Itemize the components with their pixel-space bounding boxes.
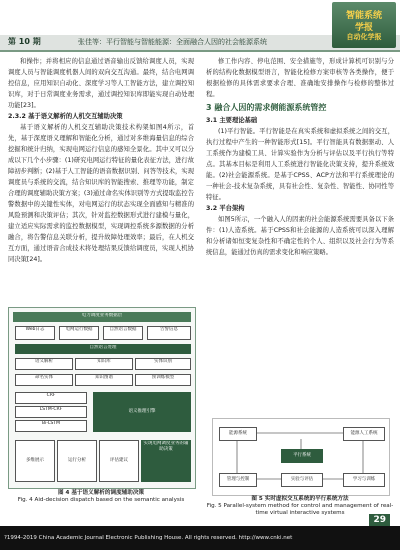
- model-box: LSTM-CRF: [15, 406, 87, 418]
- figure-5-caption: [206, 496, 394, 517]
- node-experiment: 实验与评估: [281, 473, 323, 487]
- node-management: 管理与控制: [219, 473, 257, 487]
- journal-logo: [332, 2, 396, 48]
- train-box: 命名实体: [15, 374, 73, 386]
- section-heading: 3 融合人因的需求侧能源系统管控: [206, 103, 327, 112]
- node-artificial-system: 能源人工系统: [343, 427, 385, 441]
- issue-number: 第 10 期: [8, 37, 41, 46]
- paragraph: 如图5所示，一个融入人的因素的社会能源系统需要具备以下条件：(1)人造系统。基于CPSS和社会能源的人造系统可以深入理解和分析诸如恒变复杂性和不确定性的个人、组织以及社会行为等系统信息，能通过仿真的需求变化和响应策略。: [206, 216, 394, 256]
- page-number: 29: [369, 514, 390, 526]
- model-box: Bi-LSTM: [15, 420, 87, 432]
- figure-4-diagram: [8, 307, 196, 489]
- source-box: 告警信息: [147, 326, 191, 340]
- subsection-heading: 3.1 主要理论基础: [206, 117, 258, 124]
- data-layer-band: 电力调度业务数据层: [13, 312, 191, 322]
- figure-4-caption: [8, 490, 194, 504]
- left-column: [8, 56, 194, 265]
- logo-line-2: 学报: [354, 23, 373, 33]
- caption-en: Fig. 5 Parallel-system method for control and management of real-time virtual interactive systems: [206, 503, 394, 516]
- section-heading: 2.3.2 基于语义解析的人机交互辅助决策: [8, 113, 123, 120]
- caption-en: Fig. 4 Aid-decision dispatch based on the semantic analysis: [17, 497, 185, 503]
- parse-box: 实体识别: [135, 358, 191, 370]
- node-energy-system: 能源系统: [219, 427, 257, 441]
- subsection-heading: 3.2 平台架构: [206, 205, 245, 212]
- page-header: [0, 0, 400, 50]
- logo-line-1: 智能系统: [345, 11, 382, 21]
- output-box: 多维展示: [15, 440, 55, 482]
- output-box: 实现电网调度业务的辅助决策: [141, 440, 191, 482]
- figure-5-diagram: [212, 418, 390, 496]
- output-box: 运行分析: [57, 440, 97, 482]
- reasoning-engine-box: 语义推理引擎: [93, 392, 191, 432]
- train-box: 预训练模型: [135, 374, 191, 386]
- running-title: 张佳等：平行智能与智能能源：全面融合人因的社会能源系统: [78, 38, 267, 46]
- paragraph: 基于语义解析的人机交互辅助决策技术构架如图4所示，首先，基于深度语义理解和智能化分析，通过对多维海量信息的综合挖掘和统计归纳，实现电网运行信息的感知全景化。其中又可以分成以下几个小步骤：(1)研究电网运行特征的量化表征方法，进行故障初步判断；(2)基于人工智能的语音数据识别、问答等技术，实现调度员与系统的交流，结合知识库的智能搜索、推理等功能，制定合理的调度辅助决策方案；(3)通过命名实体识别等方式提取监控告警数据中的关键性实体，对电网运行的状态实现全面感知与精准的风险预测和决策评估；其次，针对监控数据形式进行建模与量化，建立适应实际需求的监控数据模型，实现调控系统多源数据的分析融合，将告警信息关联分析，提升故障处理效率；最后，在人机交互方面，通过语音合成技术将处理结果反馈给调度员，实现人机协同决策[24]。: [8, 124, 194, 263]
- node-learning: 学习与训练: [343, 473, 385, 487]
- output-box: 评估建议: [99, 440, 139, 482]
- source-box: 自然语言数据: [103, 326, 143, 340]
- node-parallel-system: 平行系统: [281, 449, 323, 463]
- header-rule: [0, 50, 400, 52]
- paragraph: (1)平行智能。平行智能是在真实系统和虚拟系统之间的交互，执行过程中产生的一种智能形式[15]。平行智能具有数据驱动、人工系统作为建模工具、计算实验作为分析与评估以及平行执行等特点。其基本目标是利用人工系统进行智能化决策支持，提升系统效能。(2)社会能源系统。是基于CPSS、ACP方法和平行系统理论的一种社会-技术复杂系统，具有社会性、复杂性、智能性、协同性等特征。: [206, 128, 394, 201]
- train-box: 知识图谱: [75, 374, 133, 386]
- copyright-text: ?1994-2019 China Academic Journal Electronic Publishing House. All rights reserved. http://www.cnki.net: [4, 535, 293, 541]
- caption-cn: 图 5 实时虚拟交互系统的平行系统方法: [251, 496, 349, 502]
- source-box: Web日志: [15, 326, 55, 340]
- parse-box: 语义解析: [15, 358, 73, 370]
- paragraph: 和操作；并将相应的信息通过语音输出反馈给调度人员，实现调度人员与智能调度机器人间的双向交互沟通。最终，结合电网调控信息，应用知识自动化、深度学习等人工智能方法，建立调控知识库，对于日常调度业务需求，通过调控知识库即能实现自动处理功能[23]。: [8, 58, 194, 109]
- caption-cn: 图 4 基于语义解析的调度辅助决策: [57, 490, 145, 496]
- model-box: CRF: [15, 392, 87, 404]
- page-footer: [0, 526, 400, 550]
- right-column: [206, 56, 394, 258]
- paragraph: 修工作内容、停电范围、安全措施等，形成计算机可识别与分析的结构化数据模型语言，智能化检修方案审核等各类操作，便于根据检修的具体需求要求合理、准确地安排操作与检修的整体过程。: [206, 58, 394, 98]
- source-box: 电网运行数据: [59, 326, 99, 340]
- nlp-band: 自然语言处理: [15, 344, 191, 354]
- logo-line-3: 自动化学报: [346, 33, 382, 41]
- parse-box: 知识库: [75, 358, 133, 370]
